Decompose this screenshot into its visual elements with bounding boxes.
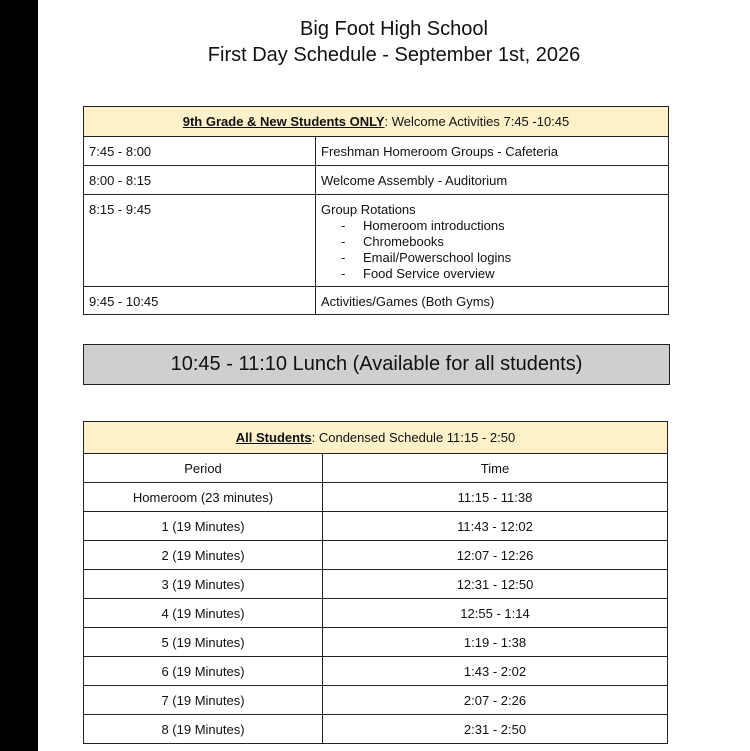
condensed-header-text: : Condensed Schedule 11:15 - 2:50 bbox=[311, 430, 516, 445]
time-cell: 9:45 - 10:45 bbox=[84, 287, 316, 315]
school-name: Big Foot High School bbox=[300, 18, 488, 40]
welcome-header-emphasis: 9th Grade & New Students ONLY bbox=[182, 114, 385, 129]
time-cell: 8:15 - 9:45 bbox=[84, 195, 316, 287]
bullet-dash: - bbox=[341, 266, 346, 281]
table-row bbox=[84, 287, 669, 315]
condensed-schedule-table bbox=[83, 421, 668, 744]
table-row bbox=[84, 195, 669, 287]
document-page bbox=[38, 0, 750, 751]
list-item bbox=[341, 234, 663, 250]
table-row bbox=[84, 599, 668, 628]
time-cell: 11:15 - 11:38 bbox=[323, 483, 668, 512]
welcome-header-text: : Welcome Activities 7:45 -10:45 bbox=[384, 114, 570, 129]
time-cell: 7:45 - 8:00 bbox=[84, 137, 316, 166]
activity-cell: Activities/Games (Both Gyms) bbox=[316, 287, 669, 315]
period-cell: Homeroom (23 minutes) bbox=[84, 483, 323, 512]
period-cell: 1 (19 Minutes) bbox=[84, 512, 323, 541]
list-item-text: Homeroom introductions bbox=[363, 218, 505, 233]
period-column-header: Period bbox=[84, 454, 323, 483]
period-cell: 3 (19 Minutes) bbox=[84, 570, 323, 599]
schedule-title: First Day Schedule - September 1st, 2026 bbox=[207, 44, 581, 66]
table-row bbox=[84, 686, 668, 715]
activity-label: Group Rotations bbox=[321, 202, 416, 217]
bullet-dash: - bbox=[341, 250, 346, 265]
list-item bbox=[341, 218, 663, 234]
condensed-table-header bbox=[84, 422, 668, 454]
list-item-text: Food Service overview bbox=[363, 266, 495, 281]
period-cell: 2 (19 Minutes) bbox=[84, 541, 323, 570]
period-cell: 8 (19 Minutes) bbox=[84, 715, 323, 744]
activity-cell: Freshman Homeroom Groups - Cafeteria bbox=[316, 137, 669, 166]
table-row bbox=[84, 570, 668, 599]
bullet-dash: - bbox=[341, 218, 346, 233]
bullet-dash: - bbox=[341, 234, 346, 249]
time-cell: 8:00 - 8:15 bbox=[84, 166, 316, 195]
time-cell: 12:31 - 12:50 bbox=[323, 570, 668, 599]
welcome-table-header bbox=[84, 107, 669, 137]
time-cell: 2:31 - 2:50 bbox=[323, 715, 668, 744]
period-cell: 7 (19 Minutes) bbox=[84, 686, 323, 715]
time-column-header: Time bbox=[323, 454, 668, 483]
rotation-list bbox=[321, 218, 663, 282]
period-cell: 5 (19 Minutes) bbox=[84, 628, 323, 657]
table-row bbox=[84, 657, 668, 686]
lunch-banner: 10:45 - 11:10 Lunch (Available for all students) bbox=[83, 344, 670, 385]
table-row bbox=[84, 483, 668, 512]
table-row bbox=[84, 137, 669, 166]
table-row bbox=[84, 715, 668, 744]
condensed-header-emphasis: All Students bbox=[235, 430, 312, 445]
time-cell: 11:43 - 12:02 bbox=[323, 512, 668, 541]
column-header-row bbox=[84, 454, 668, 483]
time-cell: 2:07 - 2:26 bbox=[323, 686, 668, 715]
list-item bbox=[341, 266, 663, 282]
activity-cell: Welcome Assembly - Auditorium bbox=[316, 166, 669, 195]
list-item-text: Chromebooks bbox=[363, 234, 444, 249]
table-row bbox=[84, 628, 668, 657]
list-item bbox=[341, 250, 663, 266]
table-row bbox=[84, 541, 668, 570]
table-row bbox=[84, 512, 668, 541]
period-cell: 6 (19 Minutes) bbox=[84, 657, 323, 686]
time-cell: 12:07 - 12:26 bbox=[323, 541, 668, 570]
list-item-text: Email/Powerschool logins bbox=[363, 250, 512, 265]
time-cell: 12:55 - 1:14 bbox=[323, 599, 668, 628]
table-row bbox=[84, 166, 669, 195]
time-cell: 1:19 - 1:38 bbox=[323, 628, 668, 657]
period-cell: 4 (19 Minutes) bbox=[84, 599, 323, 628]
welcome-activities-table bbox=[83, 106, 669, 315]
time-cell: 1:43 - 2:02 bbox=[323, 657, 668, 686]
activity-cell bbox=[316, 195, 669, 287]
